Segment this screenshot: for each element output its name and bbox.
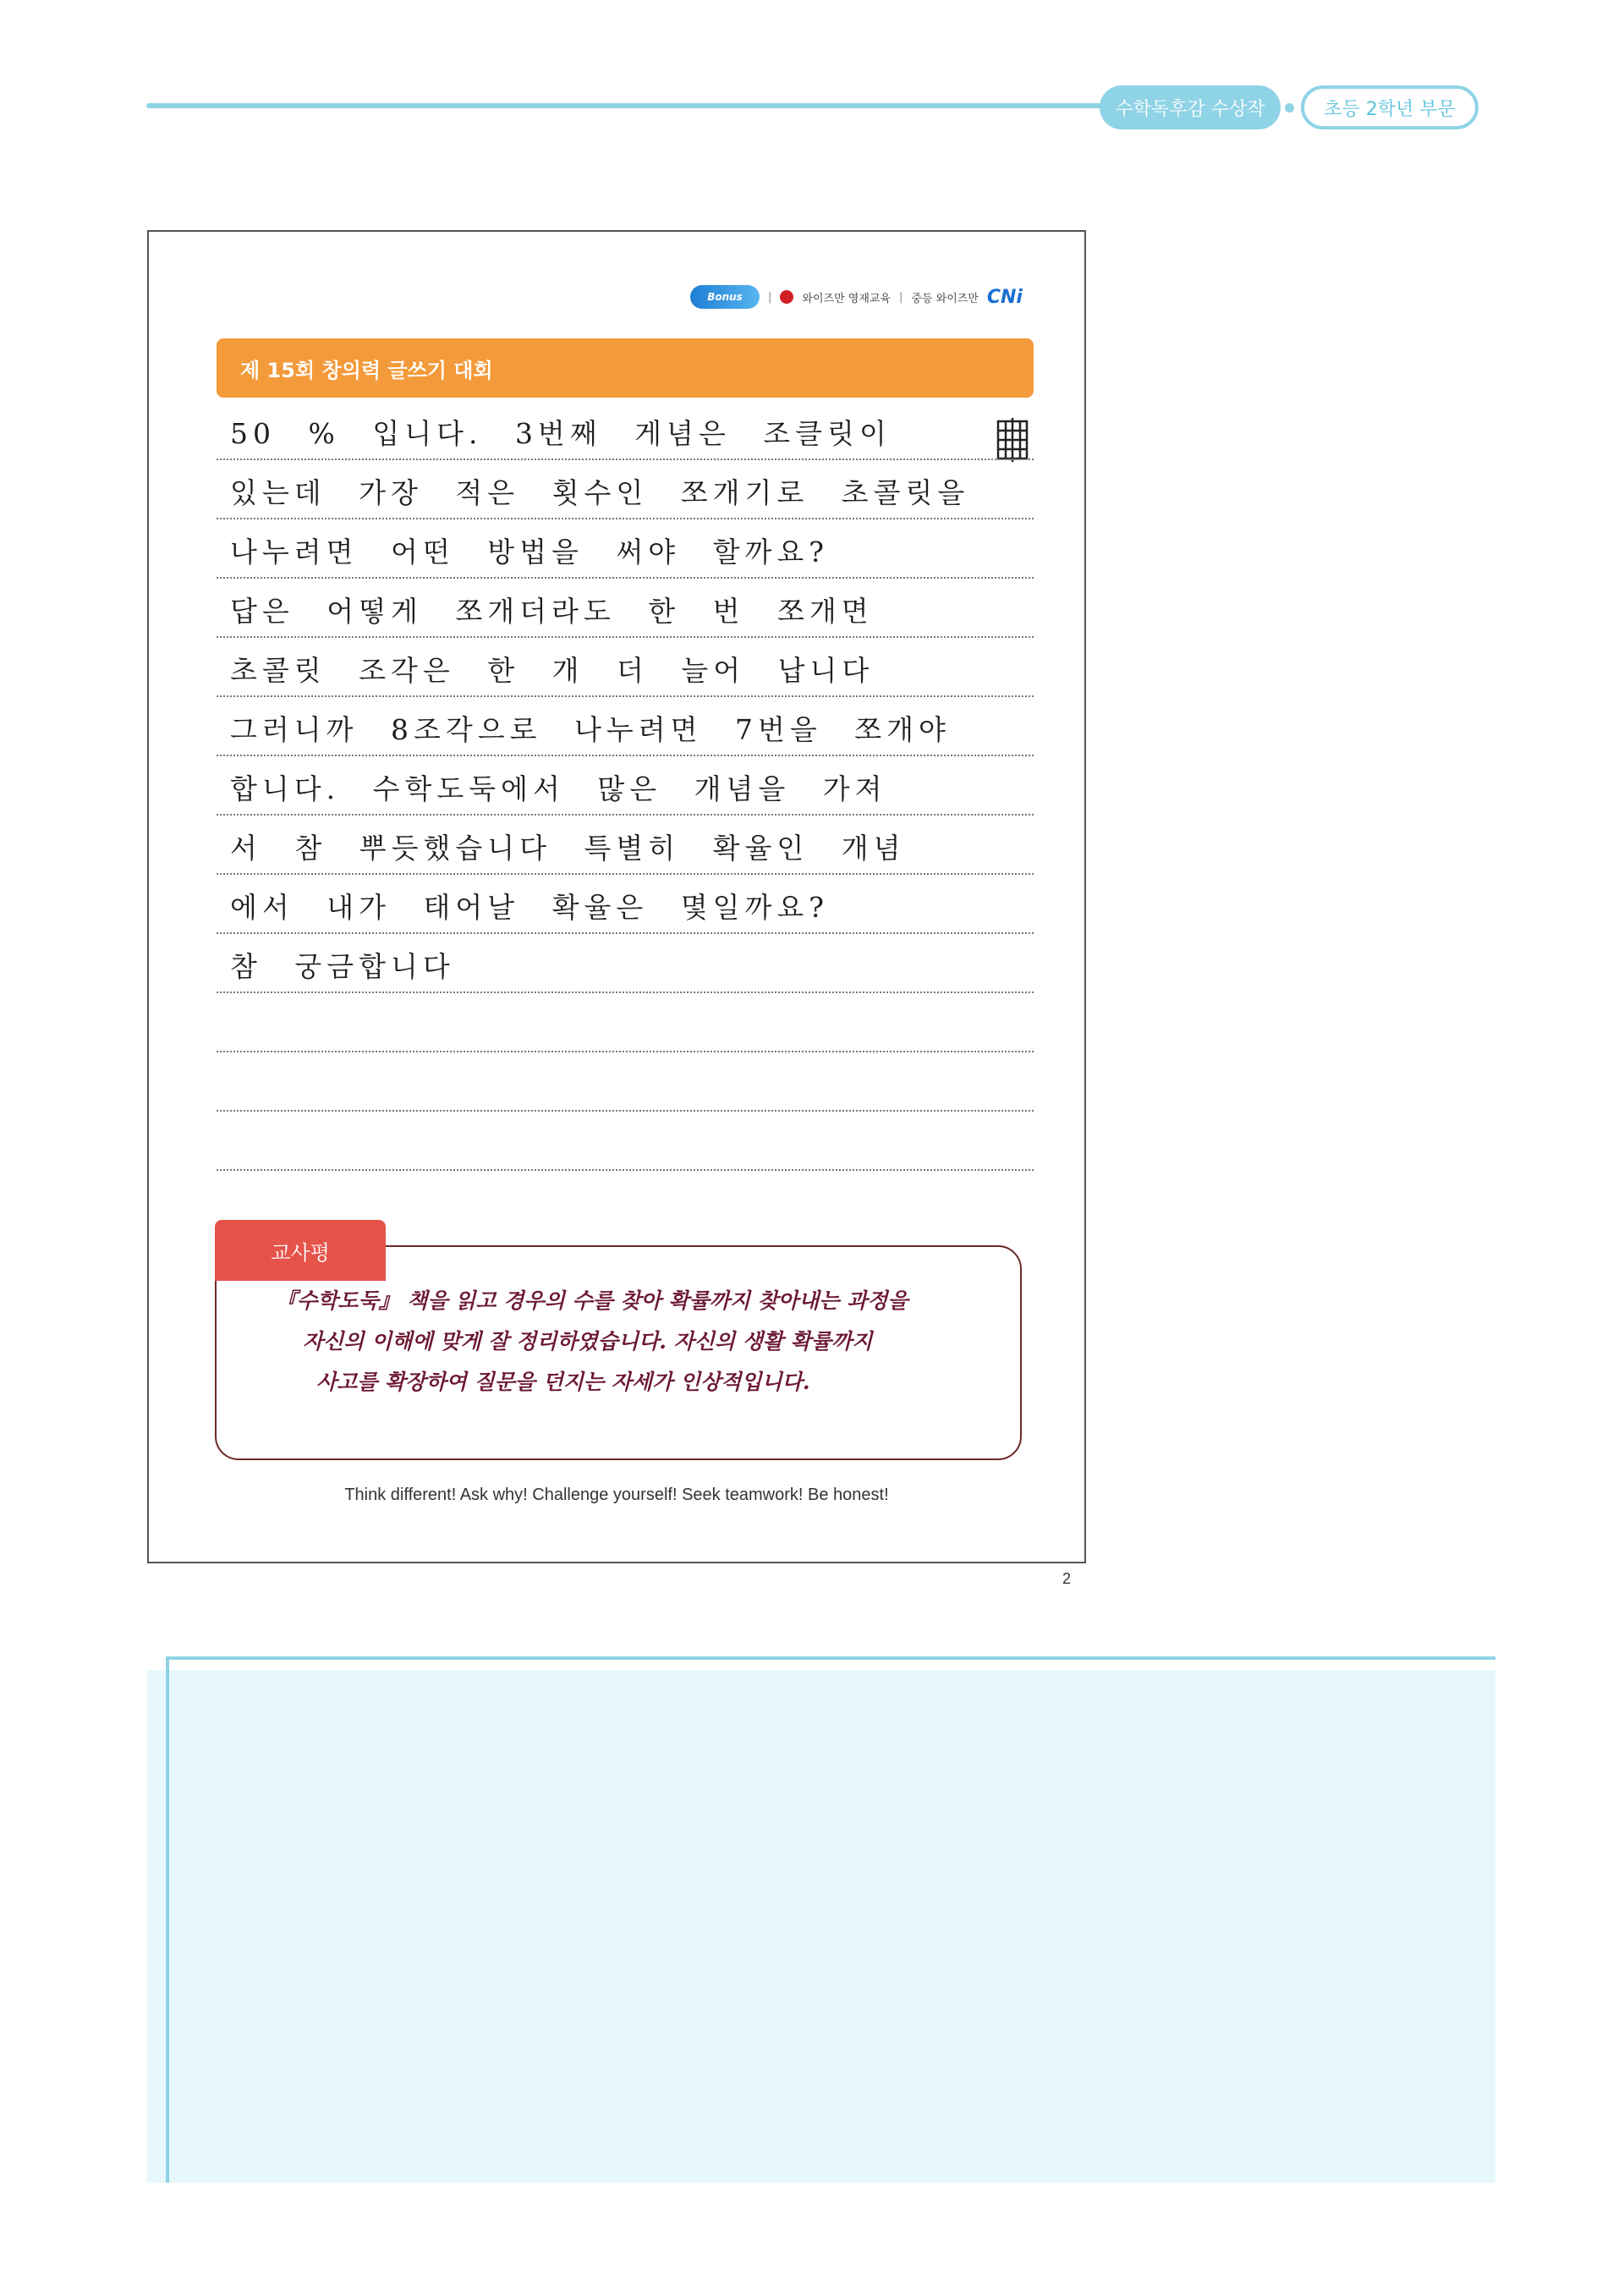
grade-badge: 초등 2학년 부문 [1301,85,1479,129]
handwriting-line: 나누려면 어떤 방법을 써야 할까요? [217,519,1034,579]
header-dot [1285,103,1294,113]
header-rule [146,103,1111,108]
review-line: 사고를 확장하여 질문을 던지는 자세가 인상적입니다. [316,1370,810,1394]
logo-divider: | [899,290,903,304]
handwriting-line: 에서 내가 태어날 확율은 몇일까요? [217,875,1034,934]
award-badge: 수학독후감 수상작 [1100,85,1281,129]
handwriting-line-empty [217,1112,1034,1171]
handwriting-line: 초콜릿 조각은 한 개 더 늘어 납니다 [217,638,1034,697]
handwriting-line: 답은 어떻게 쪼개더라도 한 번 쪼개면 [217,579,1034,638]
page-number: 2 [1062,1570,1072,1587]
teacher-review-tab: 교사평 [215,1220,386,1281]
handwriting-line-empty [217,993,1034,1052]
handwriting-lines [217,401,1034,1171]
handwriting-line: 그러니까 8조각으로 나누려면 7번을 쪼개야 [217,697,1034,756]
handwriting-line: 50 % 입니다. 3번째 게념은 조클릿이 [217,401,1034,460]
wiseman-logo-icon [780,290,793,304]
teacher-review-text [276,1281,969,1403]
review-line: 자신의 이해에 맞게 잘 정리하였습니다. 자신의 생활 확률까지 [303,1329,873,1354]
panel-top-rule [166,1656,1495,1660]
cni-logo: CNi [986,286,1023,308]
blank-panel [147,1670,1495,2183]
handwriting-line: 합니다. 수학도둑에서 많은 개념을 가져 [217,756,1034,816]
manuscript-sheet [147,230,1086,1563]
panel-left-rule [166,1656,169,2183]
wiseman-logo-text: 와이즈만 영재교육 [802,292,891,305]
handwriting-line: 참 궁금합니다 [217,934,1034,993]
logo-divider: | [768,290,772,304]
contest-title: 제 15회 창의력 글쓰기 대회 [240,358,493,382]
contest-banner [217,338,1034,398]
bonus-logo: Bonus [690,285,760,309]
handwriting-line-empty [217,1052,1034,1112]
motto-text: Think different! Ask why! Challenge yourself! Seek teamwork! Be honest! [344,1486,889,1504]
handwriting-line: 서 참 뿌듯했습니다 특별히 확율인 개념 [217,816,1034,875]
handwriting-line: 있는데 가장 적은 횟수인 쪼개기로 초콜릿을 [217,460,1034,519]
sponsor-logos [690,284,1164,310]
middle-wiseman-text: 중등 와이즈만 [911,292,979,305]
review-line: 『수학도둑』 책을 읽고 경우의 수를 찾아 확률까지 찾아내는 과정을 [276,1288,908,1313]
